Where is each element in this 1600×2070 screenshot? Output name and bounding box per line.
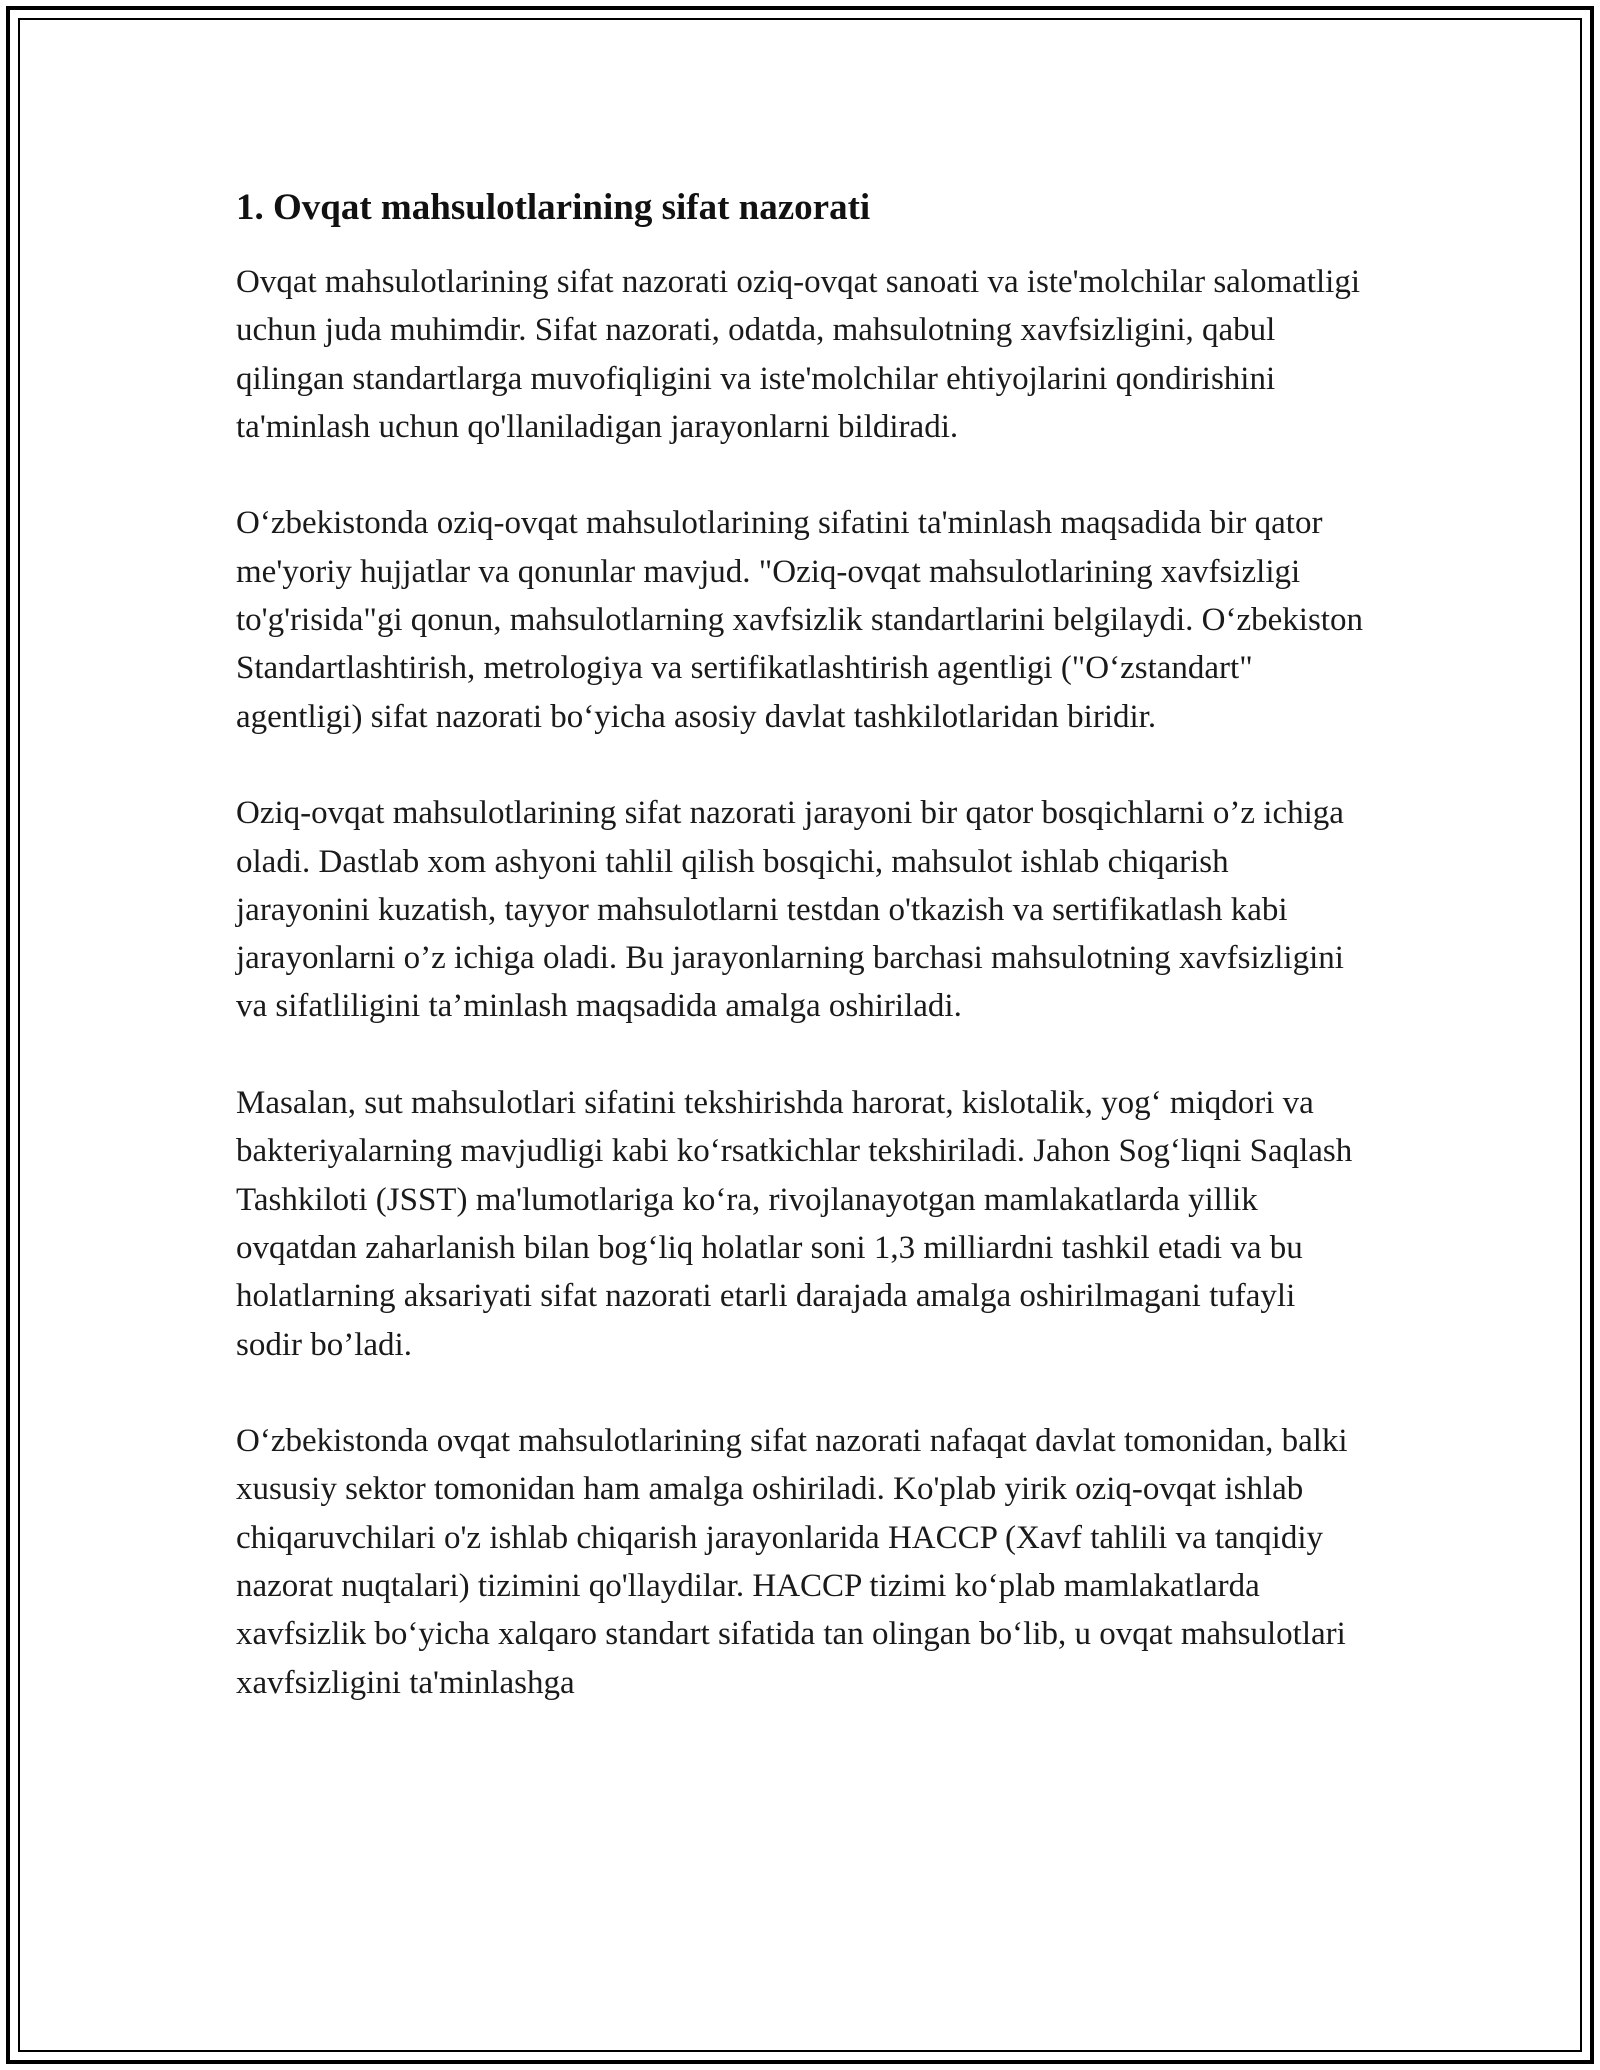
paragraph-1: Ovqat mahsulotlarining sifat nazorati oziq-ovqat sanoati va iste'molchilar salomatligi uchun juda muhimdir. Sifat nazorati, odatda, mahsulotning xavfsizligini, qabul qilingan standartlarga muvofiqligini va iste'molchilar ehtiyojlarini qondirishini ta'minlash uchun qo'llaniladigan jarayonlarni bildiradi.: [236, 264, 1360, 445]
document-body: [236, 186, 1366, 1755]
paragraph-5: O‘zbekistonda ovqat mahsulotlarining sifat nazorati nafaqat davlat tomonidan, balki xususiy sektor tomonidan ham amalga oshiriladi. Ko'plab yirik oziq-ovqat ishlab chiqaruvchilari o'z ishlab chiqarish jarayonlarida HACCP (Xavf tahlili va tanqidiy nazorat nuqtalari) tizimini qo'llaydilar. HACCP tizimi ko‘plab mamlakatlarda xavfsizlik bo‘yicha xalqaro standart sifatida tan olingan bo‘lib, u ovqat mahsulotlari xavfsizligini ta'minlashga: [236, 1423, 1348, 1701]
paragraph-2: O‘zbekistonda oziq-ovqat mahsulotlarining sifatini ta'minlash maqsadida bir qator me'yoriy hujjatlar va qonunlar mavjud. "Oziq-ovqat mahsulotlarining xavfsizligi to'g'risida"gi qonun, mahsulotlarning xavfsizlik standartlarini belgilaydi. O‘zbekiston Standartlashtirish, metrologiya va sertifikatlashtirish agentligi ("O‘zstandart" agentligi) sifat nazorati bo‘yicha asosiy davlat tashkilotlaridan biridir.: [236, 505, 1363, 735]
section-heading: 1. Ovqat mahsulotlarining sifat nazorati: [236, 187, 871, 228]
paragraph-3: Oziq-ovqat mahsulotlarining sifat nazorati jarayoni bir qator bosqichlarni o’z ichiga oladi. Dastlab xom ashyoni tahlil qilish bosqichi, mahsulot ishlab chiqarish jarayonini kuzatish, tayyor mahsulotlarni testdan o'tkazish va sertifikatlash kabi jarayonlarni o’z ichiga oladi. Bu jarayonlarning barchasi mahsulotning xavfsizligini va sifatliligini ta’minlash maqsadida amalga oshiriladi.: [236, 795, 1344, 1025]
paragraph-4: Masalan, sut mahsulotlari sifatini tekshirishda harorat, kislotalik, yog‘ miqdori va bakteriyalarning mavjudligi kabi ko‘rsatkichlar tekshiriladi. Jahon Sog‘liqni Saqlash Tashkiloti (JSST) ma'lumotlariga ko‘ra, rivojlanayotgan mamlakatlarda yillik ovqatdan zaharlanish bilan bog‘liq holatlar soni 1,3 milliardni tashkil etadi va bu holatlarning aksariyati sifat nazorati etarli darajada amalga oshirilmagani tufayli sodir bo’ladi.: [236, 1085, 1353, 1363]
